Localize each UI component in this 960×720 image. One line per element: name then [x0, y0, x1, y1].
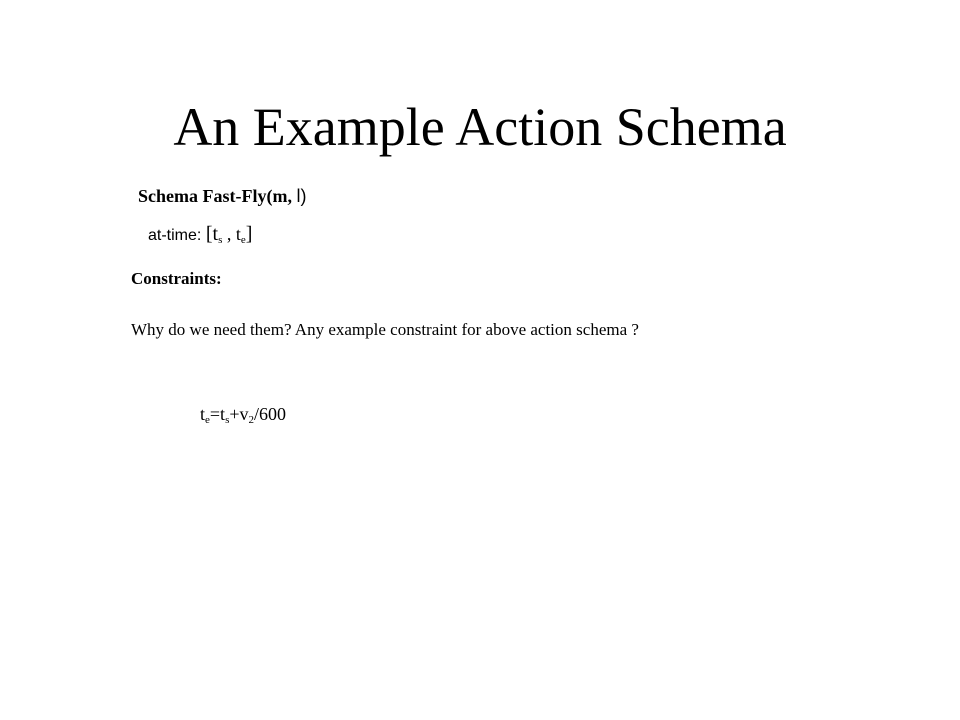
- formula-lhs-sub: e: [205, 414, 210, 426]
- at-time-line: [148, 221, 252, 249]
- formula-plus: +v: [229, 404, 249, 424]
- schema-header: [138, 184, 306, 208]
- constraint-formula: [200, 402, 286, 426]
- at-time-open: [t: [205, 223, 219, 245]
- formula-v-sub: 2: [248, 414, 254, 426]
- at-time-end-sub: e: [240, 234, 246, 246]
- at-time-start-sub: s: [218, 234, 223, 246]
- schema-param: l): [296, 186, 307, 206]
- schema-keyword: Schema Fast-Fly(m,: [138, 186, 292, 206]
- slide-title: An Example Action Schema: [173, 97, 787, 157]
- formula-ts-sub: s: [225, 414, 230, 426]
- constraints-question: Why do we need them? Any example constraint for above action schema ?: [131, 320, 639, 339]
- formula-lhs: t: [200, 404, 206, 424]
- at-time-separator: , t: [222, 224, 241, 244]
- formula-eq: =t: [209, 404, 226, 424]
- formula-rest: /600: [254, 404, 287, 424]
- at-time-close: ]: [245, 223, 253, 245]
- constraints-heading: Constraints:: [131, 269, 222, 288]
- at-time-label: at-time:: [148, 227, 202, 244]
